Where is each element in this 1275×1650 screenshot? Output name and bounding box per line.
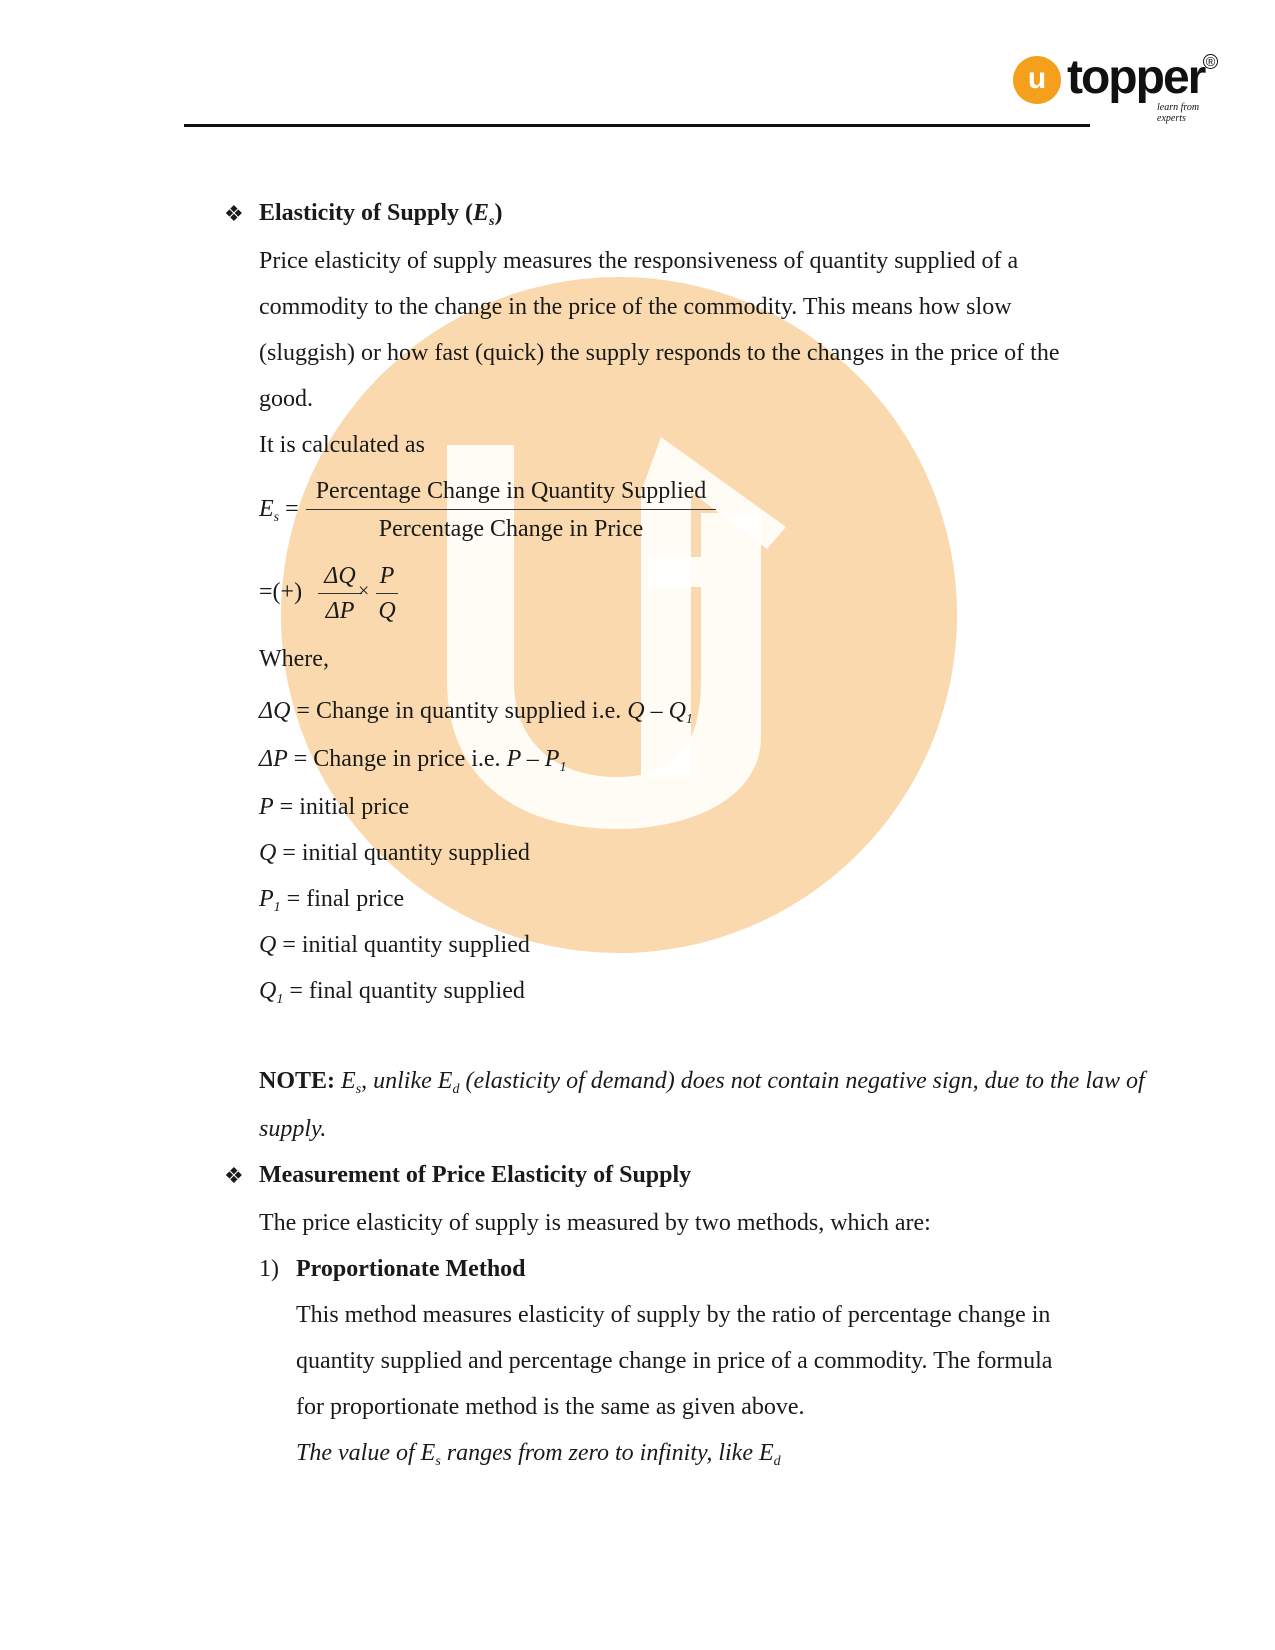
where-label: Where, [259, 646, 329, 672]
logo-mark-icon: u [1013, 56, 1061, 104]
paragraph-line: good. [259, 386, 313, 412]
paragraph-line: (sluggish) or how fast (quick) the supply responds to the changes in the price of the [259, 340, 1060, 366]
method-title: Proportionate Method [296, 1256, 526, 1282]
formula-es-lhs: $E_s$ = [259, 496, 299, 525]
definition-item: Q = initial quantity supplied [259, 932, 530, 958]
definition-item: Q = initial quantity supplied [259, 840, 530, 866]
logo-wordmark: topper [1067, 51, 1205, 104]
section-heading-elasticity: Elasticity of Supply $(E_s)$ [259, 200, 503, 229]
formula2-fraction-dq-dp: $\frac{\Delta Q}{\Delta P}$ [318, 563, 362, 625]
formula2-times: × [358, 580, 370, 602]
formula-denominator: Percentage Change in Price [378, 516, 644, 542]
formula-numerator: Percentage Change in Quantity Supplied [306, 478, 716, 510]
formula2-prefix: =(+) [259, 579, 303, 605]
formula-es-fraction [306, 478, 716, 543]
definition-item: ΔQ = Change in quantity supplied i.e. Q – $Q_1$ [259, 698, 693, 727]
method-paragraph-line: for proportionate method is the same as given above. [296, 1394, 805, 1420]
formula2-fraction-p-q: $\frac{P}{Q}$ [376, 563, 398, 625]
method-paragraph-line: This method measures elasticity of supply by the ratio of percentage change in [296, 1302, 1051, 1328]
diamond-bullet-icon: ❖ [224, 202, 244, 227]
section-heading-measurement: Measurement of Price Elasticity of Supply [259, 1162, 692, 1188]
definition-item: $P_1$ = final price [259, 886, 405, 915]
definition-item: $Q_1$ = final quantity supplied [259, 978, 525, 1007]
note-paragraph: NOTE: $E_s$, unlike $E_d$ (elasticity of demand) does not contain negative sign, due to the law of [259, 1068, 1145, 1097]
logo-tagline: learn from experts [1157, 102, 1200, 124]
measurement-intro: The price elasticity of supply is measured by two methods, which are: [259, 1210, 931, 1236]
paragraph-line: commodity to the change in the price of the commodity. This means how slow [259, 294, 1012, 320]
definition-item: ΔP = Change in price i.e. P – $P_1$ [259, 746, 567, 775]
range-note: The value of $E_s$ ranges from zero to infinity, like $E_d$ [296, 1440, 781, 1469]
note-paragraph-line2: supply. [259, 1116, 327, 1142]
definition-item: P = initial price [259, 794, 410, 820]
registered-mark: ® [1203, 54, 1218, 69]
paragraph-line: Price elasticity of supply measures the responsiveness of quantity supplied of a [259, 248, 1019, 274]
calc-intro: It is calculated as [259, 432, 425, 458]
method-number: 1) [259, 1256, 279, 1282]
method-paragraph-line: quantity supplied and percentage change in price of a commodity. The formula [296, 1348, 1053, 1374]
note-label: NOTE: [259, 1068, 336, 1094]
diamond-bullet-icon: ❖ [224, 1164, 244, 1189]
